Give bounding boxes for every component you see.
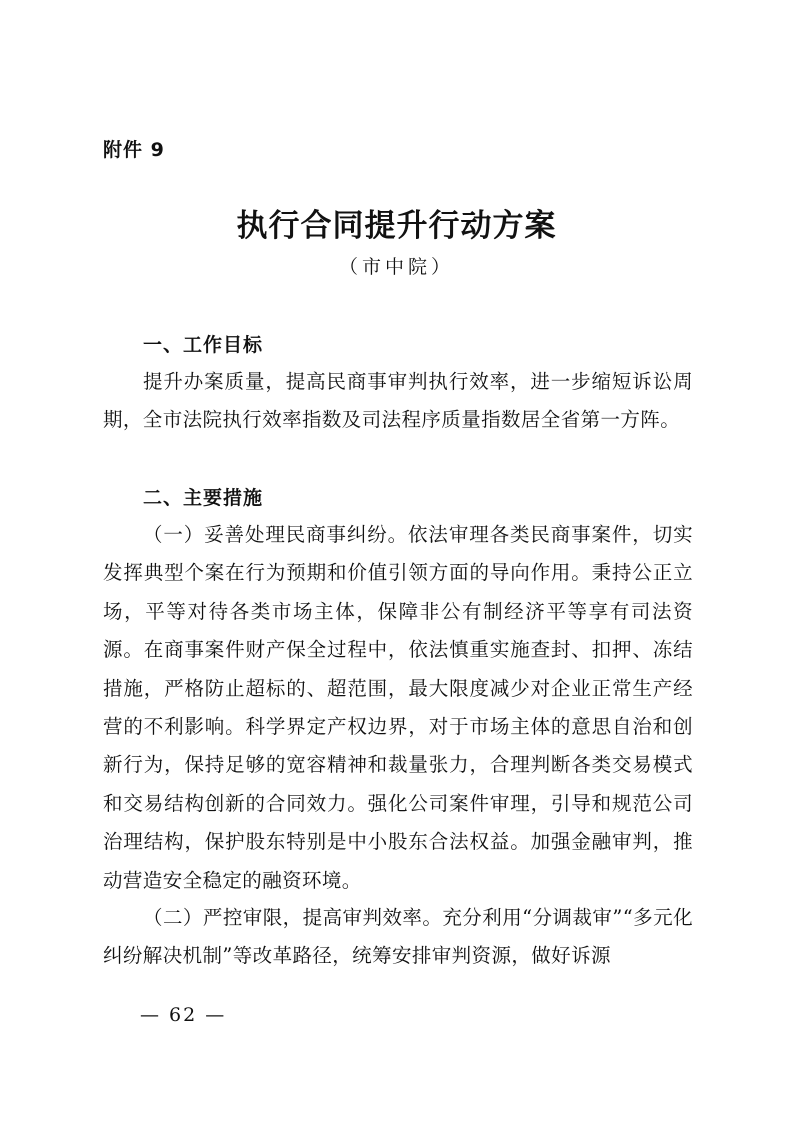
attachment-label: 附件 9	[103, 139, 165, 161]
section-heading-measures: 二、主要措施	[143, 487, 264, 509]
document-title: 执行合同提升行动方案	[236, 208, 557, 244]
page-number: — 62 —	[140, 1004, 227, 1026]
section-paragraph-measure-2: （二）严控审限，提高审判效率。充分利用“分调裁审”“多元化纠纷解决机制”等改革路径，统筹安排审判资源，做好诉源	[103, 906, 693, 968]
section-paragraph-measure-1: （一）妥善处理民商事纠纷。依法审理各类民商事案件，切实发挥典型个案在行为预期和价值引领方面的导向作用。秉持公正立场，平等对待各类市场主体，保障非公有制经济平等享有司法资源。在商事案件财产保全过程中，依法慎重实施查封、扣押、冻结措施，严格防止超标的、超范围，最大限度减少对企业正常生产经营的不利影响。科学界定产权边界，对于市场主体的意思自治和创新行为，保持足够的宽容精神和裁量张力，合理判断各类交易模式和交易结构创新的合同效力。强化公司案件审理，引导和规范公司治理结构，保护股东特别是中小股东合法权益。加强金融审判，推动营造安全稳定的融资环境。	[103, 523, 693, 892]
section-paragraph-goals: 提升办案质量，提高民商事审判执行效率，进一步缩短诉讼周期，全市法院执行效率指数及司法程序质量指数居全省第一方阵。	[103, 370, 693, 432]
document-subtitle: （市中院）	[338, 256, 454, 278]
section-heading-goals: 一、工作目标	[143, 334, 264, 356]
